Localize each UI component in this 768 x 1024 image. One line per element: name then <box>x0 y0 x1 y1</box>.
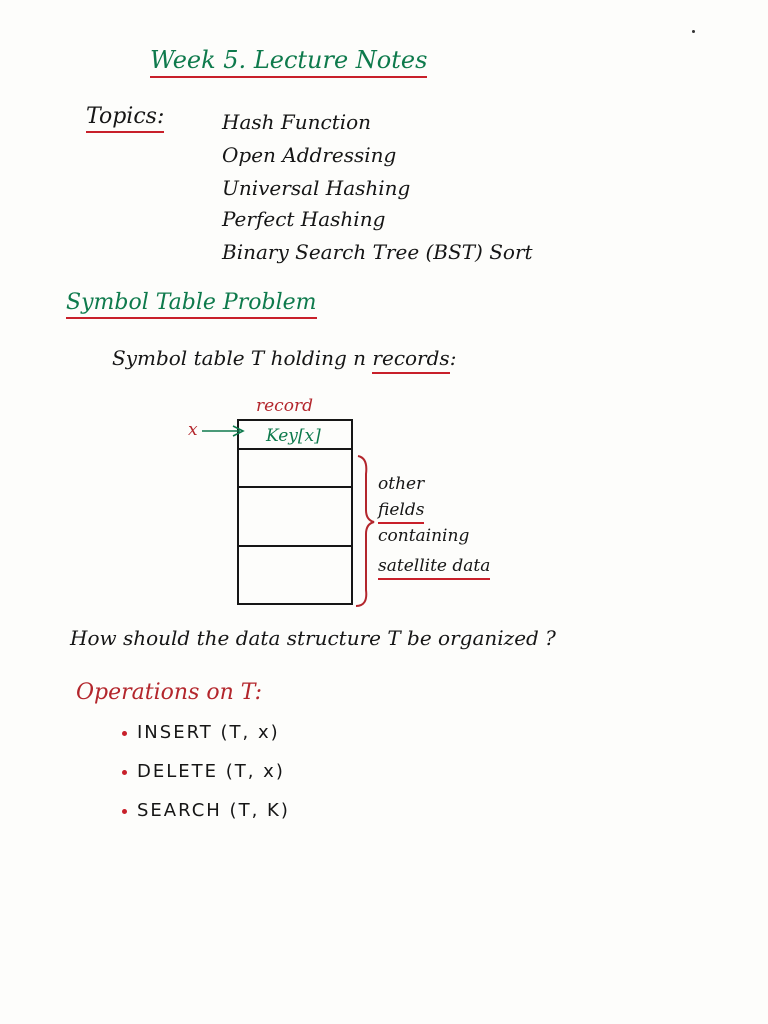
paper-speck <box>692 30 695 33</box>
section-heading: Symbol Table Problem <box>66 290 317 319</box>
record-box <box>238 420 352 604</box>
topic-item-open-addressing: Open Addressing <box>222 143 397 167</box>
bullet-icon <box>122 809 127 814</box>
brace-text-containing: containing <box>378 526 470 546</box>
symbol-table-line-prefix: Symbol table T holding n <box>112 346 367 370</box>
topic-item-bst-sort: Binary Search Tree (BST) Sort <box>222 240 533 264</box>
operation-search-text: SEARCH (T, K) <box>137 800 290 821</box>
topic-item-universal-hashing: Universal Hashing <box>222 176 411 200</box>
brace-text-other: other <box>378 474 425 494</box>
operation-search <box>122 800 290 821</box>
operation-insert <box>122 722 280 743</box>
topic-item-perfect-hashing: Perfect Hashing <box>222 207 386 231</box>
x-label: x <box>188 420 198 440</box>
brace-text-fields: fields <box>378 500 424 524</box>
operations-heading: Operations on T: <box>76 680 263 705</box>
bullet-icon <box>122 731 127 736</box>
brace-text-satellite-data: satellite data <box>378 556 490 580</box>
records-word: records <box>372 346 449 374</box>
organization-question: How should the data structure T be organized ? <box>70 626 556 650</box>
operation-delete <box>122 761 285 782</box>
operation-delete-text: DELETE (T, x) <box>137 761 285 782</box>
symbol-table-line-suffix: : <box>449 346 457 370</box>
key-label: Key[x] <box>266 426 321 446</box>
satellite-brace <box>356 456 374 606</box>
operation-insert-text: INSERT (T, x) <box>137 722 280 743</box>
topics-label: Topics: <box>86 104 164 133</box>
bullet-icon <box>122 770 127 775</box>
record-label: record <box>256 396 313 416</box>
page-title: Week 5. Lecture Notes <box>150 46 427 78</box>
topic-item-hash-function: Hash Function <box>222 110 372 134</box>
